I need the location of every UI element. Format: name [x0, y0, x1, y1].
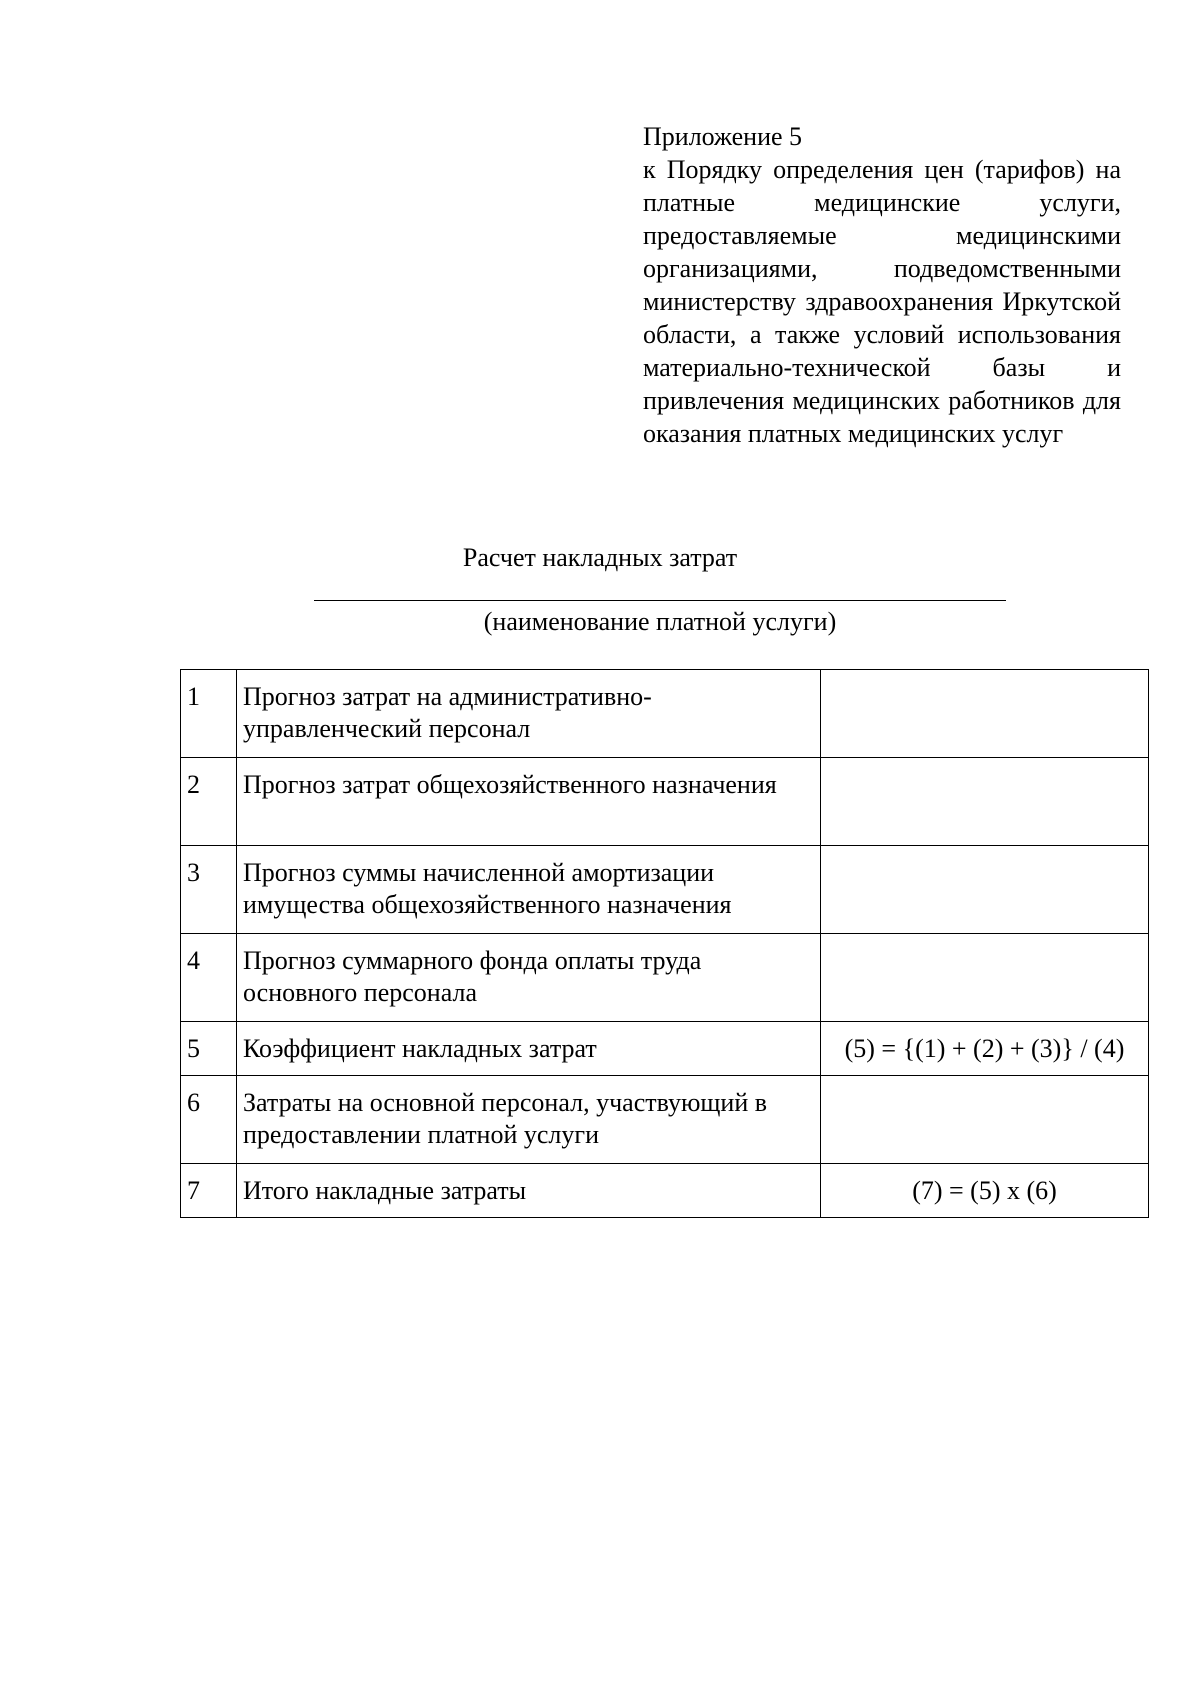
table-row: [181, 1022, 1149, 1076]
service-name-caption: (наименование платной услуги): [483, 607, 837, 636]
row-value: (5) = {(1) + (2) + (3)} / (4): [821, 1022, 1149, 1076]
row-number: 2: [181, 758, 237, 846]
table-row: [181, 934, 1149, 1022]
row-number: 7: [181, 1164, 237, 1218]
row-value: [821, 670, 1149, 758]
row-description: Коэффициент накладных затрат: [237, 1022, 821, 1076]
table-row: [181, 846, 1149, 934]
appendix-block: [643, 120, 1121, 450]
row-description: Затраты на основной персонал, участвующий в предоставлении платной услуги: [237, 1076, 821, 1164]
overhead-calculation-table: [180, 669, 1149, 1218]
row-value: [821, 1076, 1149, 1164]
row-value: (7) = (5) х (6): [821, 1164, 1149, 1218]
row-value: [821, 846, 1149, 934]
document-title: Расчет накладных затрат: [462, 543, 738, 572]
table-row: [181, 1164, 1149, 1218]
service-name-line: [314, 600, 1006, 601]
appendix-text: к Порядку определения цен (тарифов) на платные медицинские услуги, предоставляемые медицинскими организациями, подведомственными министерству здравоохранения Иркутской области, а также условий использования материально-технической базы и привлечения медицинских работников для оказания платных медицинских услуг: [643, 155, 1121, 448]
row-number: 4: [181, 934, 237, 1022]
table-row: [181, 758, 1149, 846]
row-value: [821, 758, 1149, 846]
row-description: Прогноз затрат общехозяйственного назначения: [237, 758, 821, 846]
row-number: 5: [181, 1022, 237, 1076]
row-value: [821, 934, 1149, 1022]
row-description: Прогноз суммы начисленной амортизации имущества общехозяйственного назначения: [237, 846, 821, 934]
row-number: 3: [181, 846, 237, 934]
table-row: [181, 670, 1149, 758]
appendix-title: Приложение 5: [643, 122, 803, 151]
table-row: [181, 1076, 1149, 1164]
row-description: Итого накладные затраты: [237, 1164, 821, 1218]
row-number: 6: [181, 1076, 237, 1164]
row-description: Прогноз суммарного фонда оплаты труда основного персонала: [237, 934, 821, 1022]
row-number: 1: [181, 670, 237, 758]
row-description: Прогноз затрат на административно-управленческий персонал: [237, 670, 821, 758]
